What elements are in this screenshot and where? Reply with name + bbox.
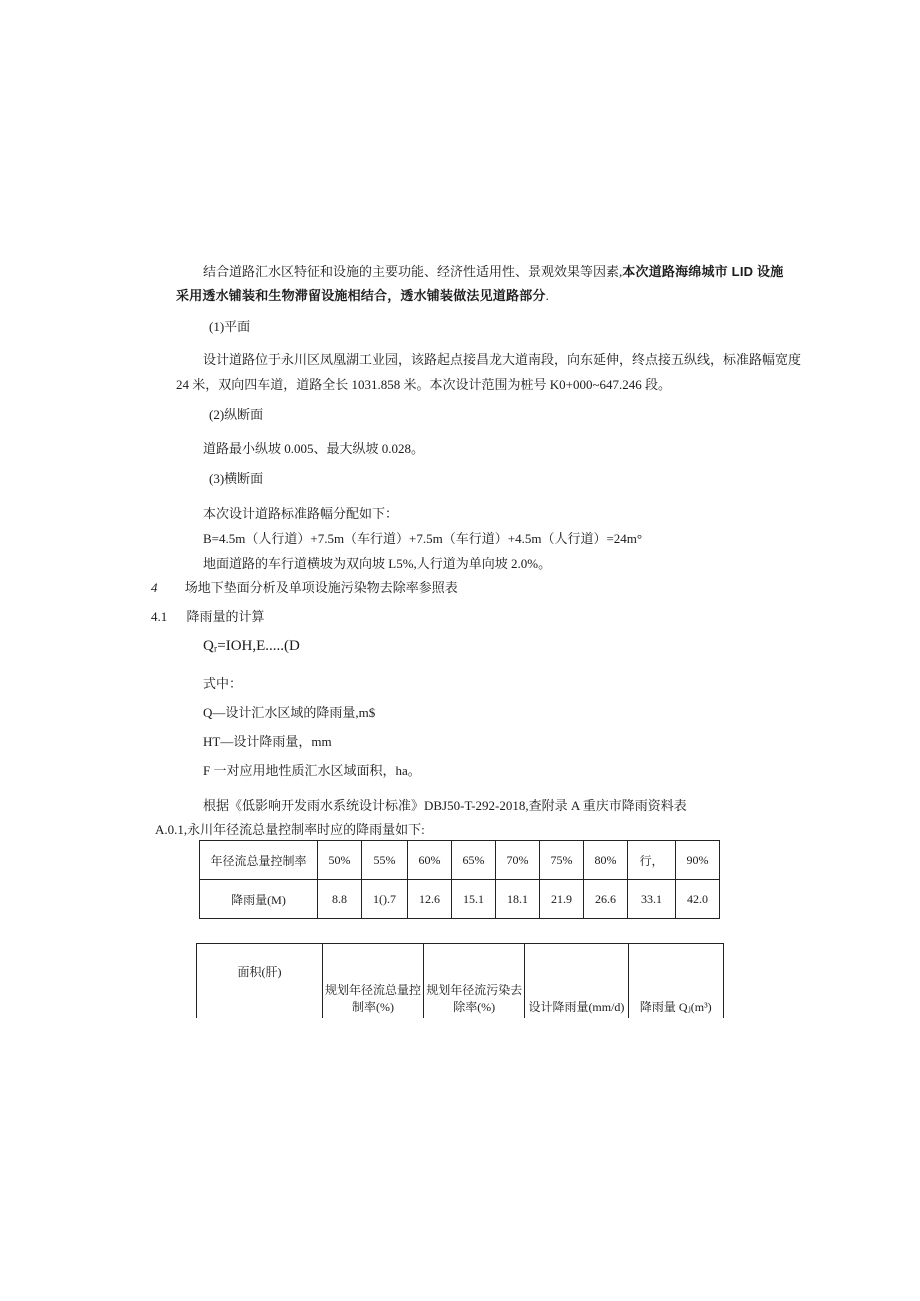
header-design-rainfall: 设计降雨量(mm/d)	[525, 944, 628, 1019]
table-caption: A.0.1,永川年径流总量控制率时应的降雨量如下:	[155, 822, 425, 837]
rate-cell: 90%	[675, 841, 719, 880]
cross-text-line-1: 本次设计道路标准路幅分配如下：	[203, 506, 399, 521]
rate-cell: 80%	[584, 841, 628, 880]
cross-heading: (3)横断面	[209, 471, 264, 486]
intro-line-2-bold: 采用透水铺装和生物滞留设施相结合，透水铺装做法见道路部分	[176, 288, 546, 303]
intro-line-1	[203, 263, 783, 281]
amount-row-label: 降雨量(M)	[200, 880, 318, 919]
rainfall-table	[199, 840, 720, 919]
rate-row-label: 年径流总量控制率	[200, 841, 318, 880]
rate-cell: 行，	[628, 841, 676, 880]
table-row	[200, 880, 720, 919]
header-area: 面积(肝)	[197, 944, 323, 1019]
plan-text-line-2: 24 米，双向四车道，道路全长 1031.858 米。本次设计范围为桩号 K0+000~647.246 段。	[176, 377, 672, 392]
rate-cell: 60%	[407, 841, 451, 880]
amount-cell: 21.9	[540, 880, 584, 919]
plan-heading: (1)平面	[209, 319, 251, 334]
definition-q: Q—设计汇水区域的降雨量,m$	[203, 705, 376, 720]
amount-cell: 26.6	[584, 880, 628, 919]
where-label: 式中：	[203, 676, 243, 691]
section-41-heading	[151, 608, 265, 626]
intro-line-2-end: .	[545, 288, 549, 303]
rainfall-formula: Qᵣ=IOH,E.....(D	[203, 638, 300, 654]
amount-cell: 12.6	[407, 880, 451, 919]
amount-cell: 18.1	[495, 880, 539, 919]
rate-cell: 65%	[451, 841, 495, 880]
rate-cell: 75%	[540, 841, 584, 880]
amount-cell: 42.0	[675, 880, 719, 919]
section-4-number: 4	[151, 580, 158, 595]
amount-cell: 15.1	[451, 880, 495, 919]
definition-f: F 一对应用地性质汇水区域面积，ha。	[203, 763, 421, 778]
cross-text-line-3: 地面道路的车行道横坡为双向坡 L5%,人行道为单向坡 2.0%。	[203, 556, 552, 571]
header-control-rate: 规划年径流总量控制率(%)	[322, 944, 423, 1019]
table-row	[200, 841, 720, 880]
plan-text-line-1: 设计道路位于永川区凤凰湖工业园，该路起点接昌龙大道南段，向东延伸，终点接五纵线，标准路幅宽度	[203, 352, 802, 367]
section-4-title: 场地下垫面分析及单项设施污染物去除率参照表	[184, 580, 458, 595]
amount-cell: 1().7	[362, 880, 408, 919]
profile-heading: (2)纵断面	[209, 407, 264, 422]
rate-cell: 50%	[318, 841, 362, 880]
calc-table	[196, 943, 724, 1018]
section-41-number: 4.1	[151, 609, 168, 624]
definition-ht: HT—设计降雨量，mm	[203, 734, 332, 749]
profile-text: 道路最小纵坡 0.005、最大纵坡 0.028。	[203, 441, 425, 456]
table-row	[197, 944, 724, 1019]
rate-cell: 70%	[495, 841, 539, 880]
amount-cell: 8.8	[318, 880, 362, 919]
reference-text: 根据《低影响开发雨水系统设计标准》DBJ50-T-292-2018,查附录 A 重庆市降雨资料表	[203, 798, 687, 813]
header-rainfall-volume: 降雨量 Qⱼ(m³)	[628, 944, 723, 1019]
intro-line-1-normal: 结合道路汇水区特征和设施的主要功能、经济性适用性、景观效果等因素,	[203, 264, 623, 279]
section-4-heading	[151, 579, 458, 597]
rate-cell: 55%	[362, 841, 408, 880]
intro-line-2	[176, 287, 549, 305]
header-pollution-removal: 规划年径流污染去除率(%)	[424, 944, 525, 1019]
intro-line-1-bold: 本次道路海绵城市 LID 设施	[622, 264, 784, 279]
amount-cell: 33.1	[628, 880, 676, 919]
section-41-title: 降雨量的计算	[186, 609, 265, 624]
cross-text-line-2: B=4.5m（人行道）+7.5m（车行道）+7.5m（车行道）+4.5m（人行道）=24m°	[203, 531, 643, 546]
